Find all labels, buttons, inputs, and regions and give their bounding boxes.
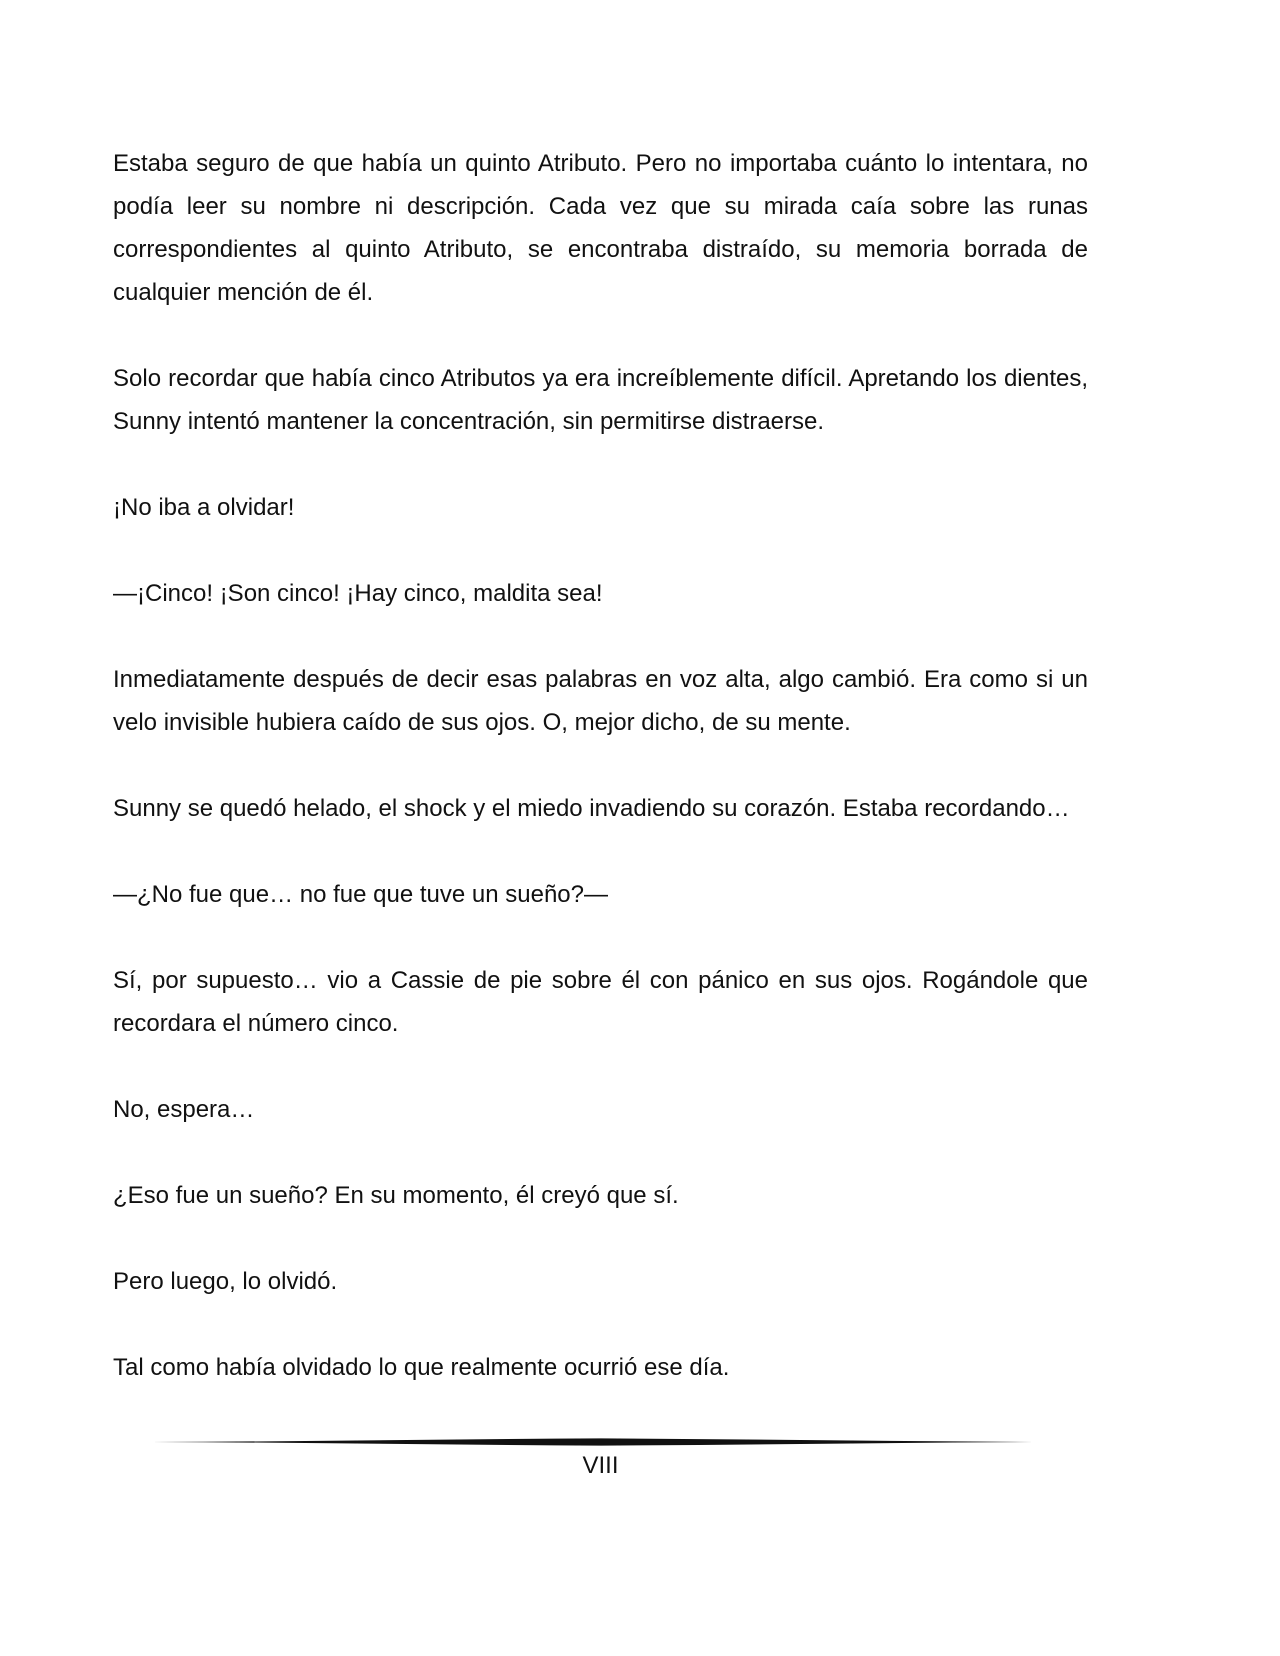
paragraph-8: Sí, por supuesto… vio a Cassie de pie sobre él con pánico en sus ojos. Rogándole que recordara el número cinco. bbox=[113, 967, 1088, 1037]
paragraph-3: ¡No iba a olvidar! bbox=[113, 494, 295, 521]
paragraph-11: Pero luego, lo olvidó. bbox=[113, 1268, 338, 1295]
paragraph-6: Sunny se quedó helado, el shock y el miedo invadiendo su corazón. Estaba recordando… bbox=[113, 795, 1070, 822]
paragraph-4: —¡Cinco! ¡Son cinco! ¡Hay cinco, maldita sea! bbox=[113, 580, 603, 607]
paragraph-5: Inmediatamente después de decir esas palabras en voz alta, algo cambió. Era como si un velo invisible hubiera caído de sus ojos. O, mejor dicho, de su mente. bbox=[113, 666, 1088, 736]
paragraph-1: Estaba seguro de que había un quinto Atributo. Pero no importaba cuánto lo intentara, no podía leer su nombre ni descripción. Cada vez que su mirada caía sobre las runas correspondientes al quinto Atributo, se encontraba distraído, su memoria borrada de cualquier mención de él. bbox=[113, 150, 1088, 306]
paragraph-2: Solo recordar que había cinco Atributos ya era increíblemente difícil. Apretando los dientes, Sunny intentó mantener la concentración, sin permitirse distraerse. bbox=[113, 365, 1088, 435]
paragraph-7: —¿No fue que… no fue que tuve un sueño?— bbox=[113, 881, 608, 908]
paragraph-9: No, espera… bbox=[113, 1096, 255, 1123]
footer-divider bbox=[152, 1436, 1050, 1448]
page-number: VIII bbox=[582, 1452, 619, 1479]
paragraph-10: ¿Eso fue un sueño? En su momento, él creyó que sí. bbox=[113, 1182, 679, 1209]
page-body bbox=[113, 142, 1088, 1432]
paragraph-12: Tal como había olvidado lo que realmente ocurrió ese día. bbox=[113, 1354, 730, 1381]
